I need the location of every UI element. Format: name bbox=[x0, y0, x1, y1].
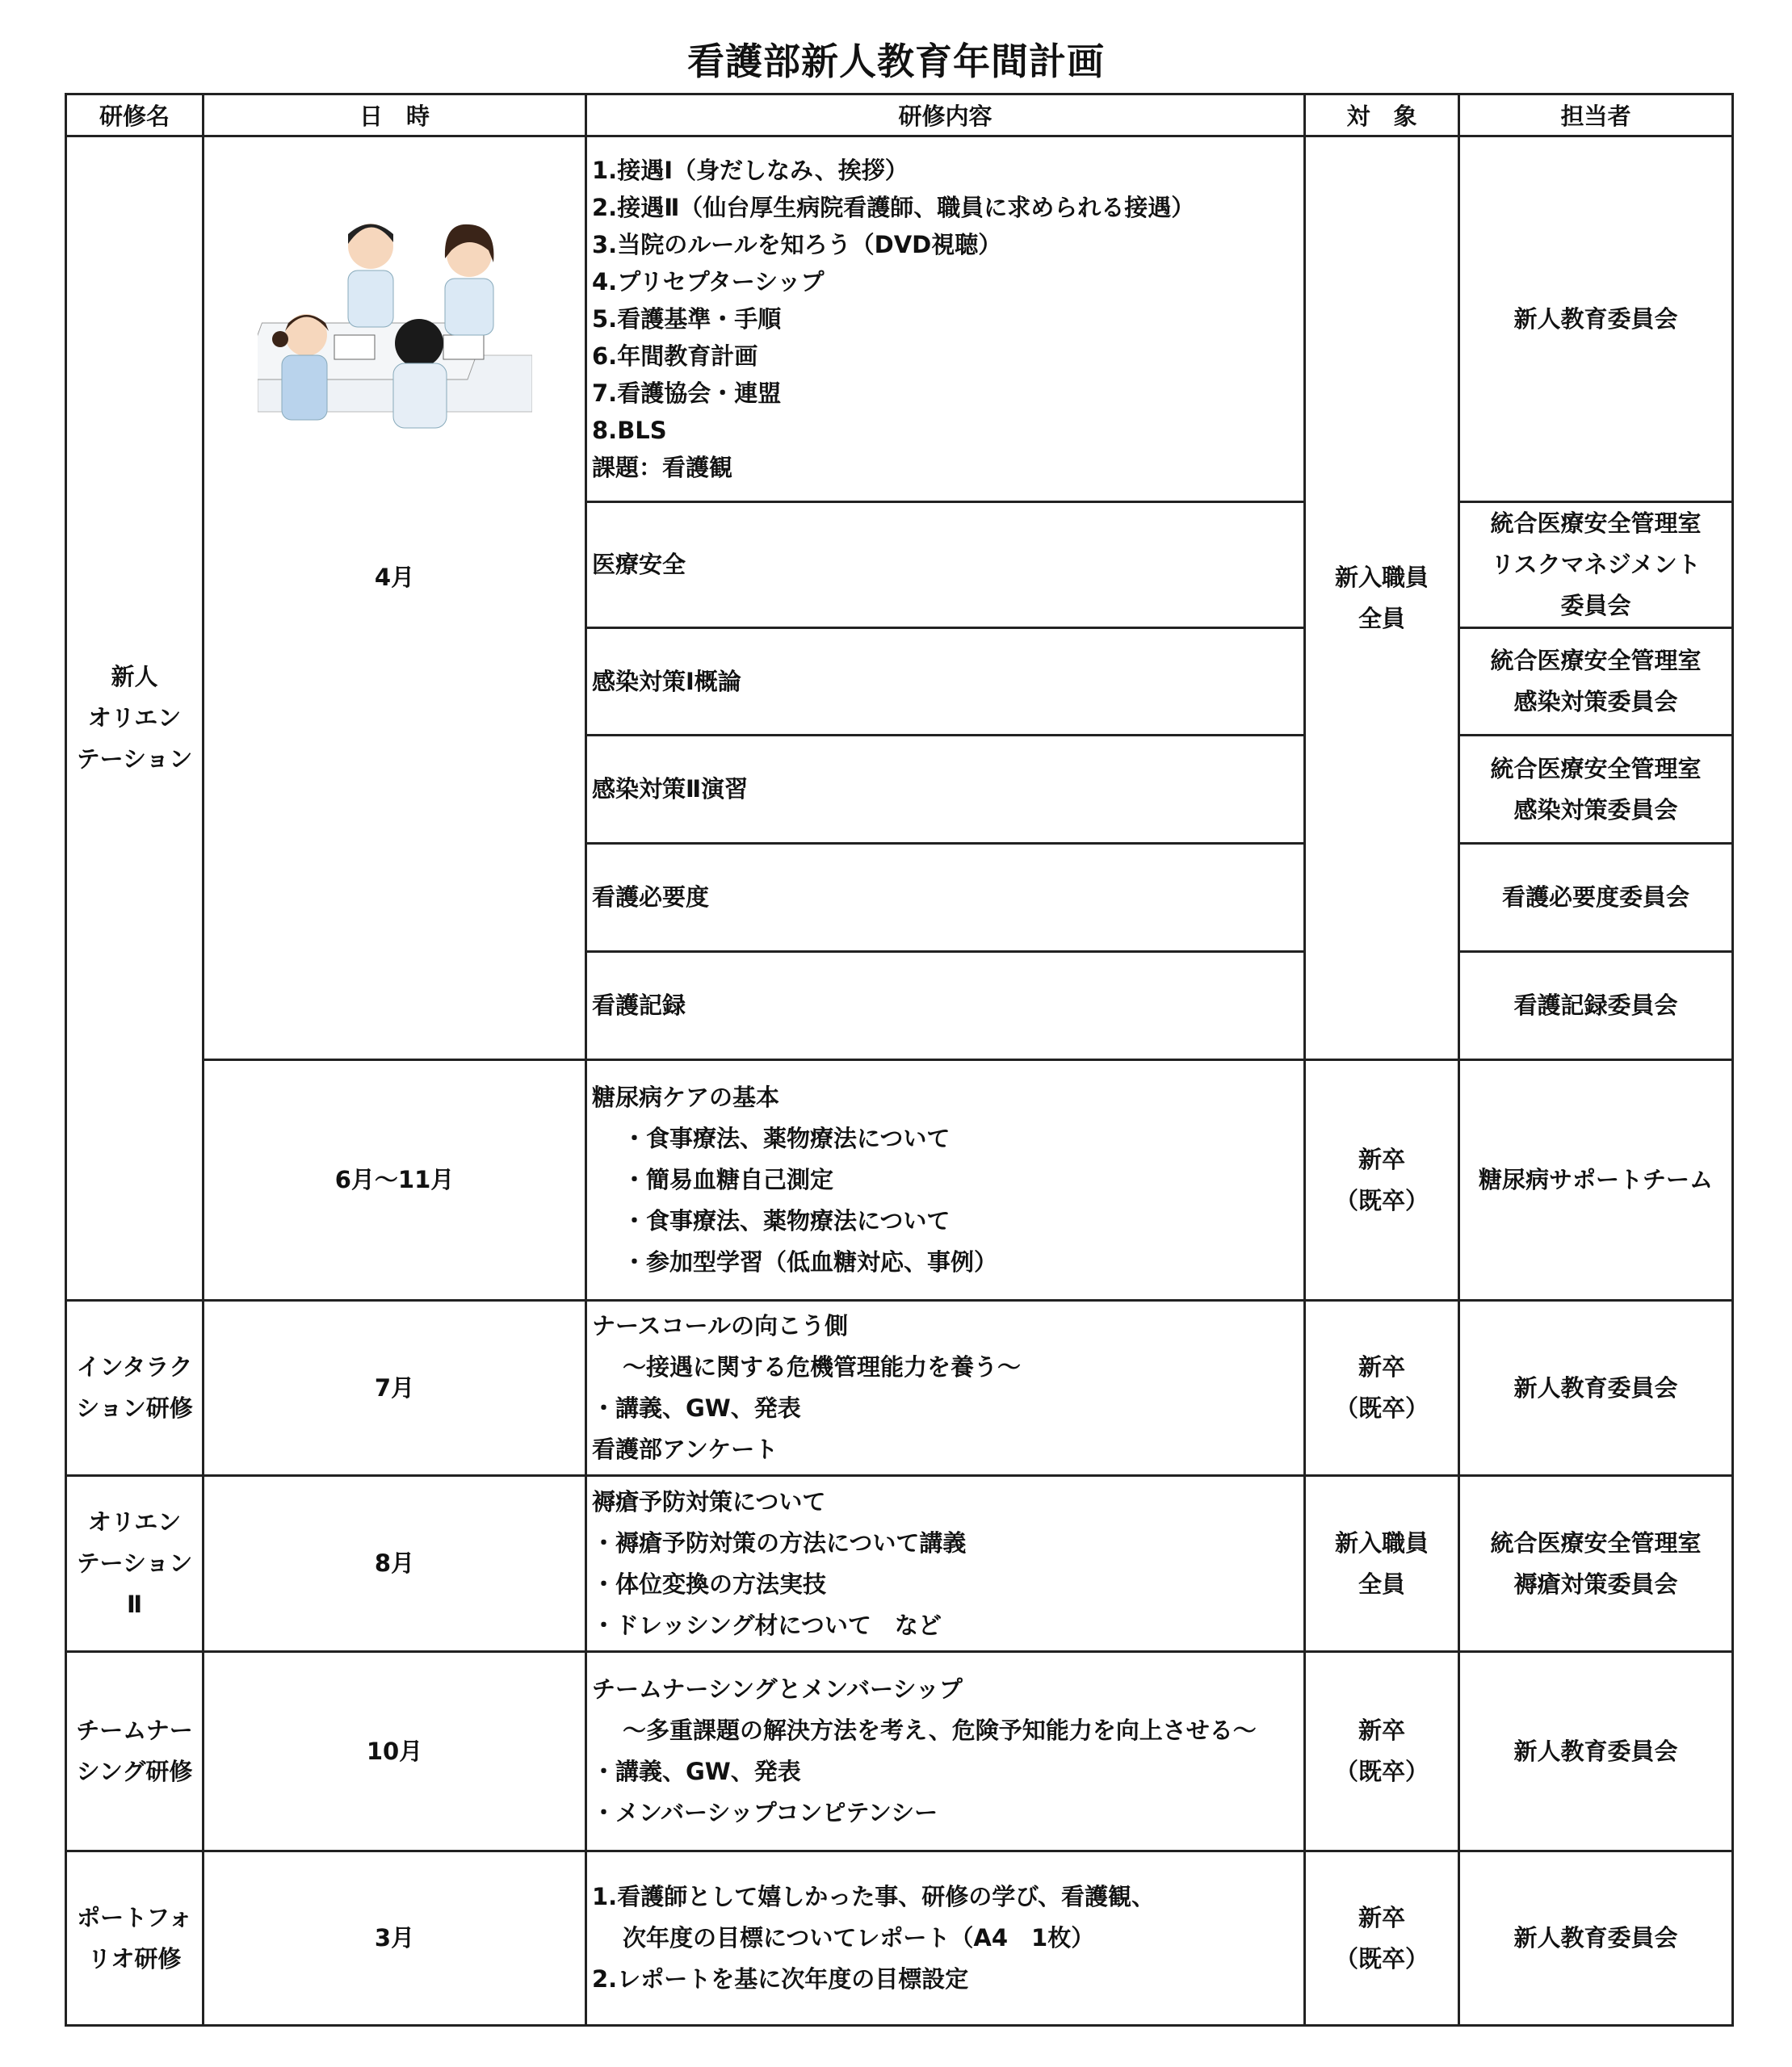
charge-line: 看護記録委員会 bbox=[1513, 992, 1678, 1019]
content-line: 3.当院のルールを知ろう（DVD視聴） bbox=[592, 231, 1002, 258]
target-cell bbox=[1305, 1652, 1459, 1851]
content-line: 1.接遇Ⅰ（身だしなみ、挨拶） bbox=[592, 157, 909, 184]
content-cell bbox=[586, 1652, 1305, 1851]
charge-line: 統合医療安全管理室 bbox=[1490, 647, 1702, 674]
table-row bbox=[66, 1652, 1733, 1851]
charge-line: 糖尿病サポートチーム bbox=[1478, 1166, 1713, 1193]
content-line: 感染対策Ⅱ演習 bbox=[592, 775, 749, 803]
nurses-meeting-illustration bbox=[258, 202, 532, 444]
target-line: （既卒） bbox=[1334, 1944, 1429, 1973]
charge-line: 統合医療安全管理室 bbox=[1490, 1528, 1702, 1557]
content-line: ・食事療法、薬物療法について bbox=[623, 1125, 951, 1152]
course-name-line: チームナー bbox=[76, 1717, 193, 1744]
header-content: 研修内容 bbox=[586, 94, 1305, 136]
content-line: 褥瘡予防対策について bbox=[592, 1487, 826, 1516]
charge-cell bbox=[1459, 628, 1733, 736]
content-cell bbox=[586, 502, 1305, 628]
course-name-line: オリエン bbox=[87, 1508, 182, 1536]
table-row bbox=[66, 1301, 1733, 1476]
content-line: 1.看護師として嬉しかった事、研修の学び、看護観、 bbox=[592, 1883, 1156, 1910]
target-cell bbox=[1305, 1301, 1459, 1476]
header-date: 日 時 bbox=[204, 94, 586, 136]
header-name: 研修名 bbox=[66, 94, 204, 136]
target-cell bbox=[1305, 136, 1459, 1060]
date-april: 4月 bbox=[374, 564, 415, 591]
content-line: ・講義、GW、発表 bbox=[592, 1394, 801, 1422]
date-cell: 10月 bbox=[204, 1652, 586, 1851]
course-name-cell bbox=[66, 1301, 204, 1476]
charge-cell bbox=[1459, 1652, 1733, 1851]
course-name-cell bbox=[66, 1851, 204, 2026]
content-line: 5.看護基準・手順 bbox=[592, 305, 782, 333]
header-row bbox=[66, 94, 1733, 136]
charge-line: 看護必要度委員会 bbox=[1501, 883, 1689, 911]
target-cell bbox=[1305, 1476, 1459, 1652]
charge-line: リスクマネジメント bbox=[1491, 551, 1701, 578]
target-line: （既卒） bbox=[1334, 1394, 1429, 1422]
charge-line: 委員会 bbox=[1560, 592, 1631, 619]
content-line: ・簡易血糖自己測定 bbox=[623, 1166, 834, 1193]
target-line: 全員 bbox=[1358, 604, 1405, 632]
content-cell bbox=[586, 1301, 1305, 1476]
content-cell bbox=[586, 736, 1305, 844]
charge-cell bbox=[1459, 1060, 1733, 1301]
content-line: 2.レポートを基に次年度の目標設定 bbox=[592, 1965, 969, 1993]
target-line: （既卒） bbox=[1334, 1758, 1429, 1785]
content-line: ～接遇に関する危機管理能力を養う～ bbox=[623, 1353, 1022, 1381]
charge-cell bbox=[1459, 1851, 1733, 2026]
charge-line: 新人教育委員会 bbox=[1513, 1373, 1678, 1402]
charge-line: 統合医療安全管理室 bbox=[1490, 509, 1702, 537]
content-line: ・参加型学習（低血糖対応、事例） bbox=[623, 1248, 998, 1276]
target-line: 新卒 bbox=[1358, 1145, 1405, 1173]
date-cell: 7月 bbox=[204, 1301, 586, 1476]
table-row bbox=[66, 1476, 1733, 1652]
charge-line: 感染対策委員会 bbox=[1513, 688, 1678, 715]
charge-cell bbox=[1459, 502, 1733, 628]
target-line: 新卒 bbox=[1358, 1353, 1405, 1381]
charge-line: 感染対策委員会 bbox=[1513, 795, 1678, 824]
content-cell bbox=[586, 1851, 1305, 2026]
content-cell bbox=[586, 1476, 1305, 1652]
charge-cell bbox=[1459, 1301, 1733, 1476]
charge-line: 褥瘡対策委員会 bbox=[1513, 1570, 1678, 1598]
content-line: 4.プリセプターシップ bbox=[592, 268, 825, 296]
charge-line: 新人教育委員会 bbox=[1513, 1737, 1678, 1765]
content-line: 次年度の目標についてレポート（A4 1枚） bbox=[623, 1924, 1095, 1952]
content-line: 糖尿病ケアの基本 bbox=[592, 1084, 780, 1111]
charge-cell bbox=[1459, 844, 1733, 952]
charge-line: 新人教育委員会 bbox=[1513, 304, 1678, 333]
content-cell bbox=[586, 952, 1305, 1060]
content-line: ～多重課題の解決方法を考え、危険予知能力を向上させる～ bbox=[623, 1717, 1257, 1744]
table-row bbox=[66, 1851, 1733, 2026]
course-name-line: シング研修 bbox=[76, 1758, 193, 1785]
table-row bbox=[66, 136, 1733, 502]
content-cell bbox=[586, 844, 1305, 952]
content-line: 2.接遇Ⅱ（仙台厚生病院看護師、職員に求められる接遇） bbox=[592, 194, 1195, 221]
charge-line: 新人教育委員会 bbox=[1513, 1924, 1678, 1952]
course-name-line: 新人 bbox=[111, 663, 158, 690]
target-line: 新入職員 bbox=[1334, 563, 1429, 591]
target-cell bbox=[1305, 1851, 1459, 2026]
course-name-line: オリエン bbox=[87, 704, 182, 732]
header-charge: 担当者 bbox=[1459, 94, 1733, 136]
charge-cell bbox=[1459, 1476, 1733, 1652]
course-name-line: ポートフォ bbox=[77, 1903, 192, 1931]
content-line: ・体位変換の方法実技 bbox=[592, 1570, 827, 1598]
content-line: ナースコールの向こう側 bbox=[592, 1312, 848, 1340]
target-line: 新卒 bbox=[1358, 1903, 1405, 1931]
date-april-cell bbox=[204, 136, 586, 1060]
target-line: 新卒 bbox=[1358, 1717, 1405, 1744]
charge-cell bbox=[1459, 736, 1733, 844]
content-line: 6.年間教育計画 bbox=[592, 342, 758, 370]
training-plan-table bbox=[65, 93, 1734, 2027]
target-cell bbox=[1305, 1060, 1459, 1301]
course-name-line: テーション bbox=[76, 1549, 193, 1577]
charge-line: 統合医療安全管理室 bbox=[1490, 754, 1702, 782]
target-line: 全員 bbox=[1358, 1570, 1405, 1598]
content-line: ・メンバーシップコンピテンシー bbox=[592, 1799, 938, 1826]
course-name-line: リオ研修 bbox=[87, 1944, 182, 1973]
date-cell: 6月～11月 bbox=[204, 1060, 586, 1301]
content-line: ・ドレッシング材について など bbox=[592, 1611, 942, 1639]
course-name-line: テーション bbox=[76, 745, 193, 773]
target-line: 新入職員 bbox=[1334, 1528, 1429, 1557]
content-line: 医療安全 bbox=[592, 551, 686, 578]
header-target: 対 象 bbox=[1305, 94, 1459, 136]
content-line: ・講義、GW、発表 bbox=[592, 1758, 801, 1785]
content-cell bbox=[586, 1060, 1305, 1301]
course-name-line: インタラク bbox=[76, 1353, 193, 1381]
course-name-cell bbox=[66, 1652, 204, 1851]
content-line: 看護記録 bbox=[592, 992, 686, 1019]
content-line: 看護部アンケート bbox=[592, 1436, 778, 1463]
course-name-cell bbox=[66, 1476, 204, 1652]
content-line: ・食事療法、薬物療法について bbox=[623, 1207, 951, 1235]
content-line: 課題：看護観 bbox=[592, 454, 733, 481]
content-line: チームナーシングとメンバーシップ bbox=[592, 1675, 963, 1703]
target-line: （既卒） bbox=[1334, 1186, 1429, 1214]
course-name-line: Ⅱ bbox=[126, 1591, 143, 1618]
charge-cell bbox=[1459, 952, 1733, 1060]
page-title: 看護部新人教育年間計画 bbox=[687, 40, 1105, 83]
content-cell bbox=[586, 628, 1305, 736]
table-row bbox=[66, 1060, 1733, 1301]
charge-cell bbox=[1459, 136, 1733, 502]
course-name-orientation bbox=[66, 136, 204, 1301]
content-line: ・褥瘡予防対策の方法について講義 bbox=[592, 1528, 967, 1557]
content-line: 8.BLS bbox=[592, 417, 667, 444]
date-cell: 3月 bbox=[204, 1851, 586, 2026]
date-cell: 8月 bbox=[204, 1476, 586, 1652]
content-cell bbox=[586, 136, 1305, 502]
course-name-line: ション研修 bbox=[76, 1394, 193, 1422]
content-line: 看護必要度 bbox=[592, 883, 710, 911]
content-line: 7.看護協会・連盟 bbox=[592, 379, 782, 407]
content-line: 感染対策Ⅰ概論 bbox=[592, 667, 741, 695]
